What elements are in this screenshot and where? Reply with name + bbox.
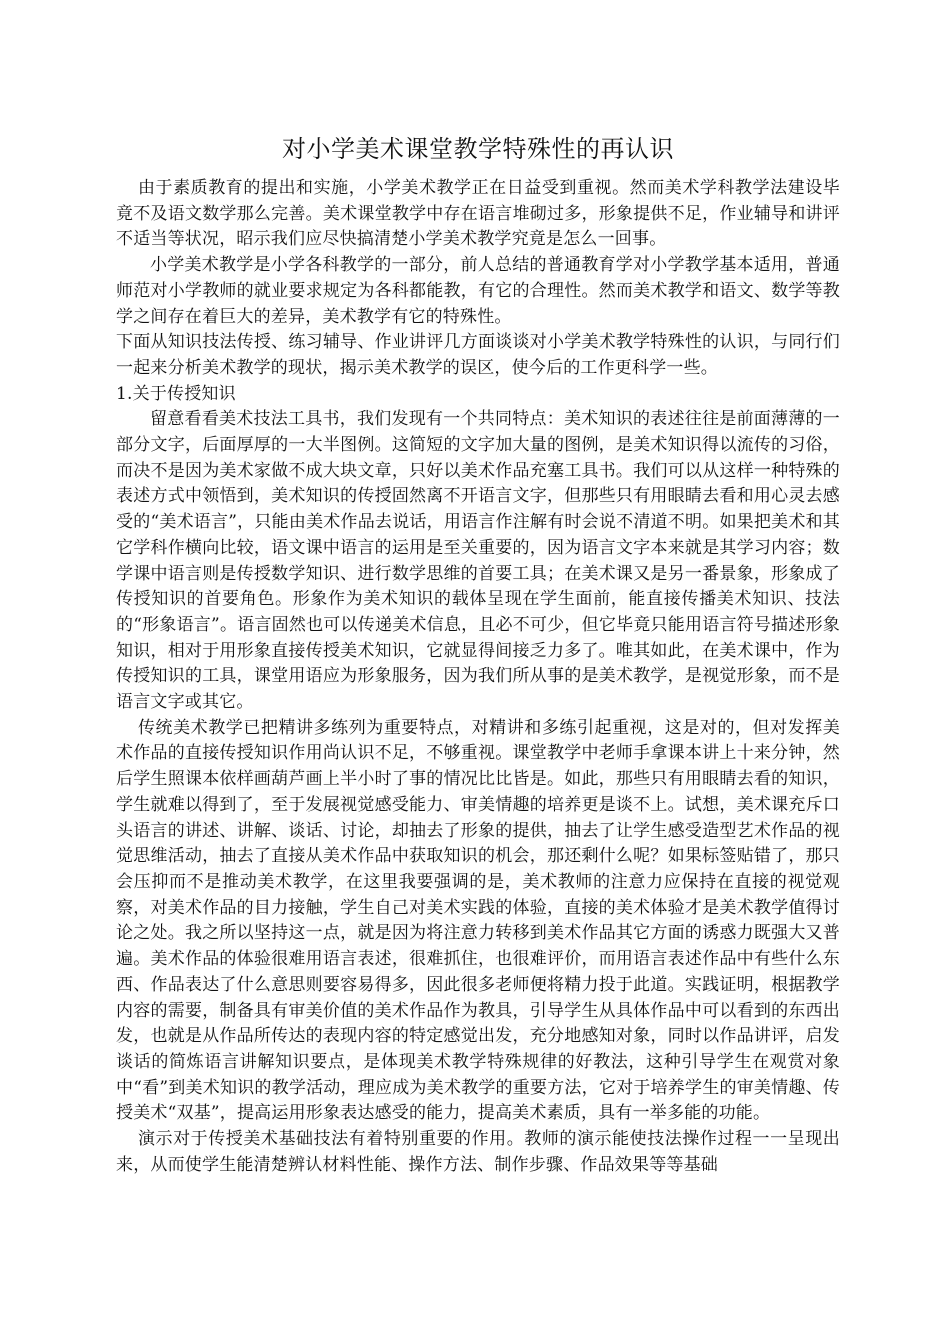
paragraph-particularity: 小学美术教学是小学各科教学的一部分，前人总结的普通教育学对小学教学基本适用，普通师范对小学教师的就业要求规定为各科都能教，有它的合理性。然而美术教学和语文、数学等教学之间存在着巨大的差异，美术教学有它的特殊性。 <box>116 255 840 327</box>
document-page <box>116 128 840 1178</box>
paragraph-tradition: 传统美术教学已把精讲多练列为重要特点，对精讲和多练引起重视，这是对的，但对发挥美术作品的直接传授知识作用尚认识不足，不够重视。课堂教学中老师手拿课本讲上十来分钟，然后学生照课本依样画葫芦画上半小时了事的情况比比皆是。如此，那些只有用眼睛去看的知识，学生就难以得到了，至于发展视觉感受能力、审美情趣的培养更是谈不上。试想，美术课充斥口头语言的讲述、讲解、谈话、讨论，却抽去了形象的提供，抽去了让学生感受造型艺术作品的视觉思维活动，抽去了直接从美术作品中获取知识的机会，那还剩什么呢？如果标签贴错了，那只会压抑而不是推动美术教学，在这里我要强调的是，美术教师的注意力应保持在直接的视觉观察，对美术作品的目力接触，学生自己对美术实践的体验，直接的美术体验才是美术教学值得讨论之处。我之所以坚持这一点，就是因为将注意力转移到美术作品其它方面的诱惑力既强大又普遍。美术作品的体验很难用语言表述，很难抓住，也很难评价，而用语言表述作品中有些什么东西、作品表达了什么意思则要容易得多，因此很多老师便将精力投于此道。实践证明，根据教学内容的需要，制备具有审美价值的美术作品作为教具，引导学生从具体作品中可以看到的东西出发，也就是从作品所传达的表现内容的特定感觉出发，充分地感知对象，同时以作品讲评，启发谈话的简炼语言讲解知识要点，是体现美术教学特殊规律的好教法，这种引导学生在观赏对象中“看”到美术知识的教学活动，理应成为美术教学的重要方法，它对于培养学生的审美情趣、传授美术“双基”，提高运用形象表达感受的能力，提高美术素质，具有一举多能的功能。 <box>116 717 840 1124</box>
paragraph-intro: 由于素质教育的提出和实施，小学美术教学正在日益受到重视。然而美术学科教学法建设毕竟不及语文数学那么完善。美术课堂教学中存在语言堆砌过多，形象提供不足，作业辅导和讲评不适当等状况，昭示我们应尽快搞清楚小学美术教学究竟是怎么一回事。 <box>116 178 840 250</box>
document-title: 对小学美术课堂教学特殊性的再认识 <box>282 135 674 163</box>
paragraph-knowledge: 留意看看美术技法工具书，我们发现有一个共同特点：美术知识的表述往往是前面薄薄的一部分文字，后面厚厚的一大半图例。这简短的文字加大量的图例，是美术知识得以流传的习俗，而决不是因为美术家做不成大块文章，只好以美术作品充塞工具书。我们可以从这样一种特殊的表述方式中领悟到，美术知识的传授固然离不开语言文字，但那些只有用眼睛去看和用心灵去感受的“美术语言”，只能由美术作品去说话，用语言作注解有时会说不清道不明。如果把美术和其它学科作横向比较，语文课中语言的运用是至关重要的，因为语言文字本来就是其学习内容；数学课中语言则是传授数学知识、进行数学思维的首要工具；在美术课又是另一番景象，形象成了传授知识的首要角色。形象作为美术知识的载体呈现在学生面前，能直接传播美术知识、技法的“形象语言”。语言固然也可以传递美术信息，且必不可少，但它毕竟只能用语言符号描述形象知识，相对于用形象直接传授美术知识，它就显得间接乏力多了。唯其如此，在美术课中，作为传授知识的工具，课堂用语应为形象服务，因为我们所从事的是美术教学，是视觉形象，而不是语言文字或其它。 <box>116 409 840 713</box>
paragraph-overview: 下面从知识技法传授、练习辅导、作业讲评几方面谈谈对小学美术教学特殊性的认识，与同行们一起来分析美术教学的现状，揭示美术教学的误区，使今后的工作更科学一些。 <box>116 332 840 378</box>
section-heading: 1.关于传授知识 <box>116 383 236 404</box>
paragraph-demonstration: 演示对于传授美术基础技法有着特别重要的作用。教师的演示能使技法操作过程一一呈现出来，从而使学生能清楚辨认材料性能、操作方法、制作步骤、作品效果等等基础 <box>116 1129 840 1175</box>
